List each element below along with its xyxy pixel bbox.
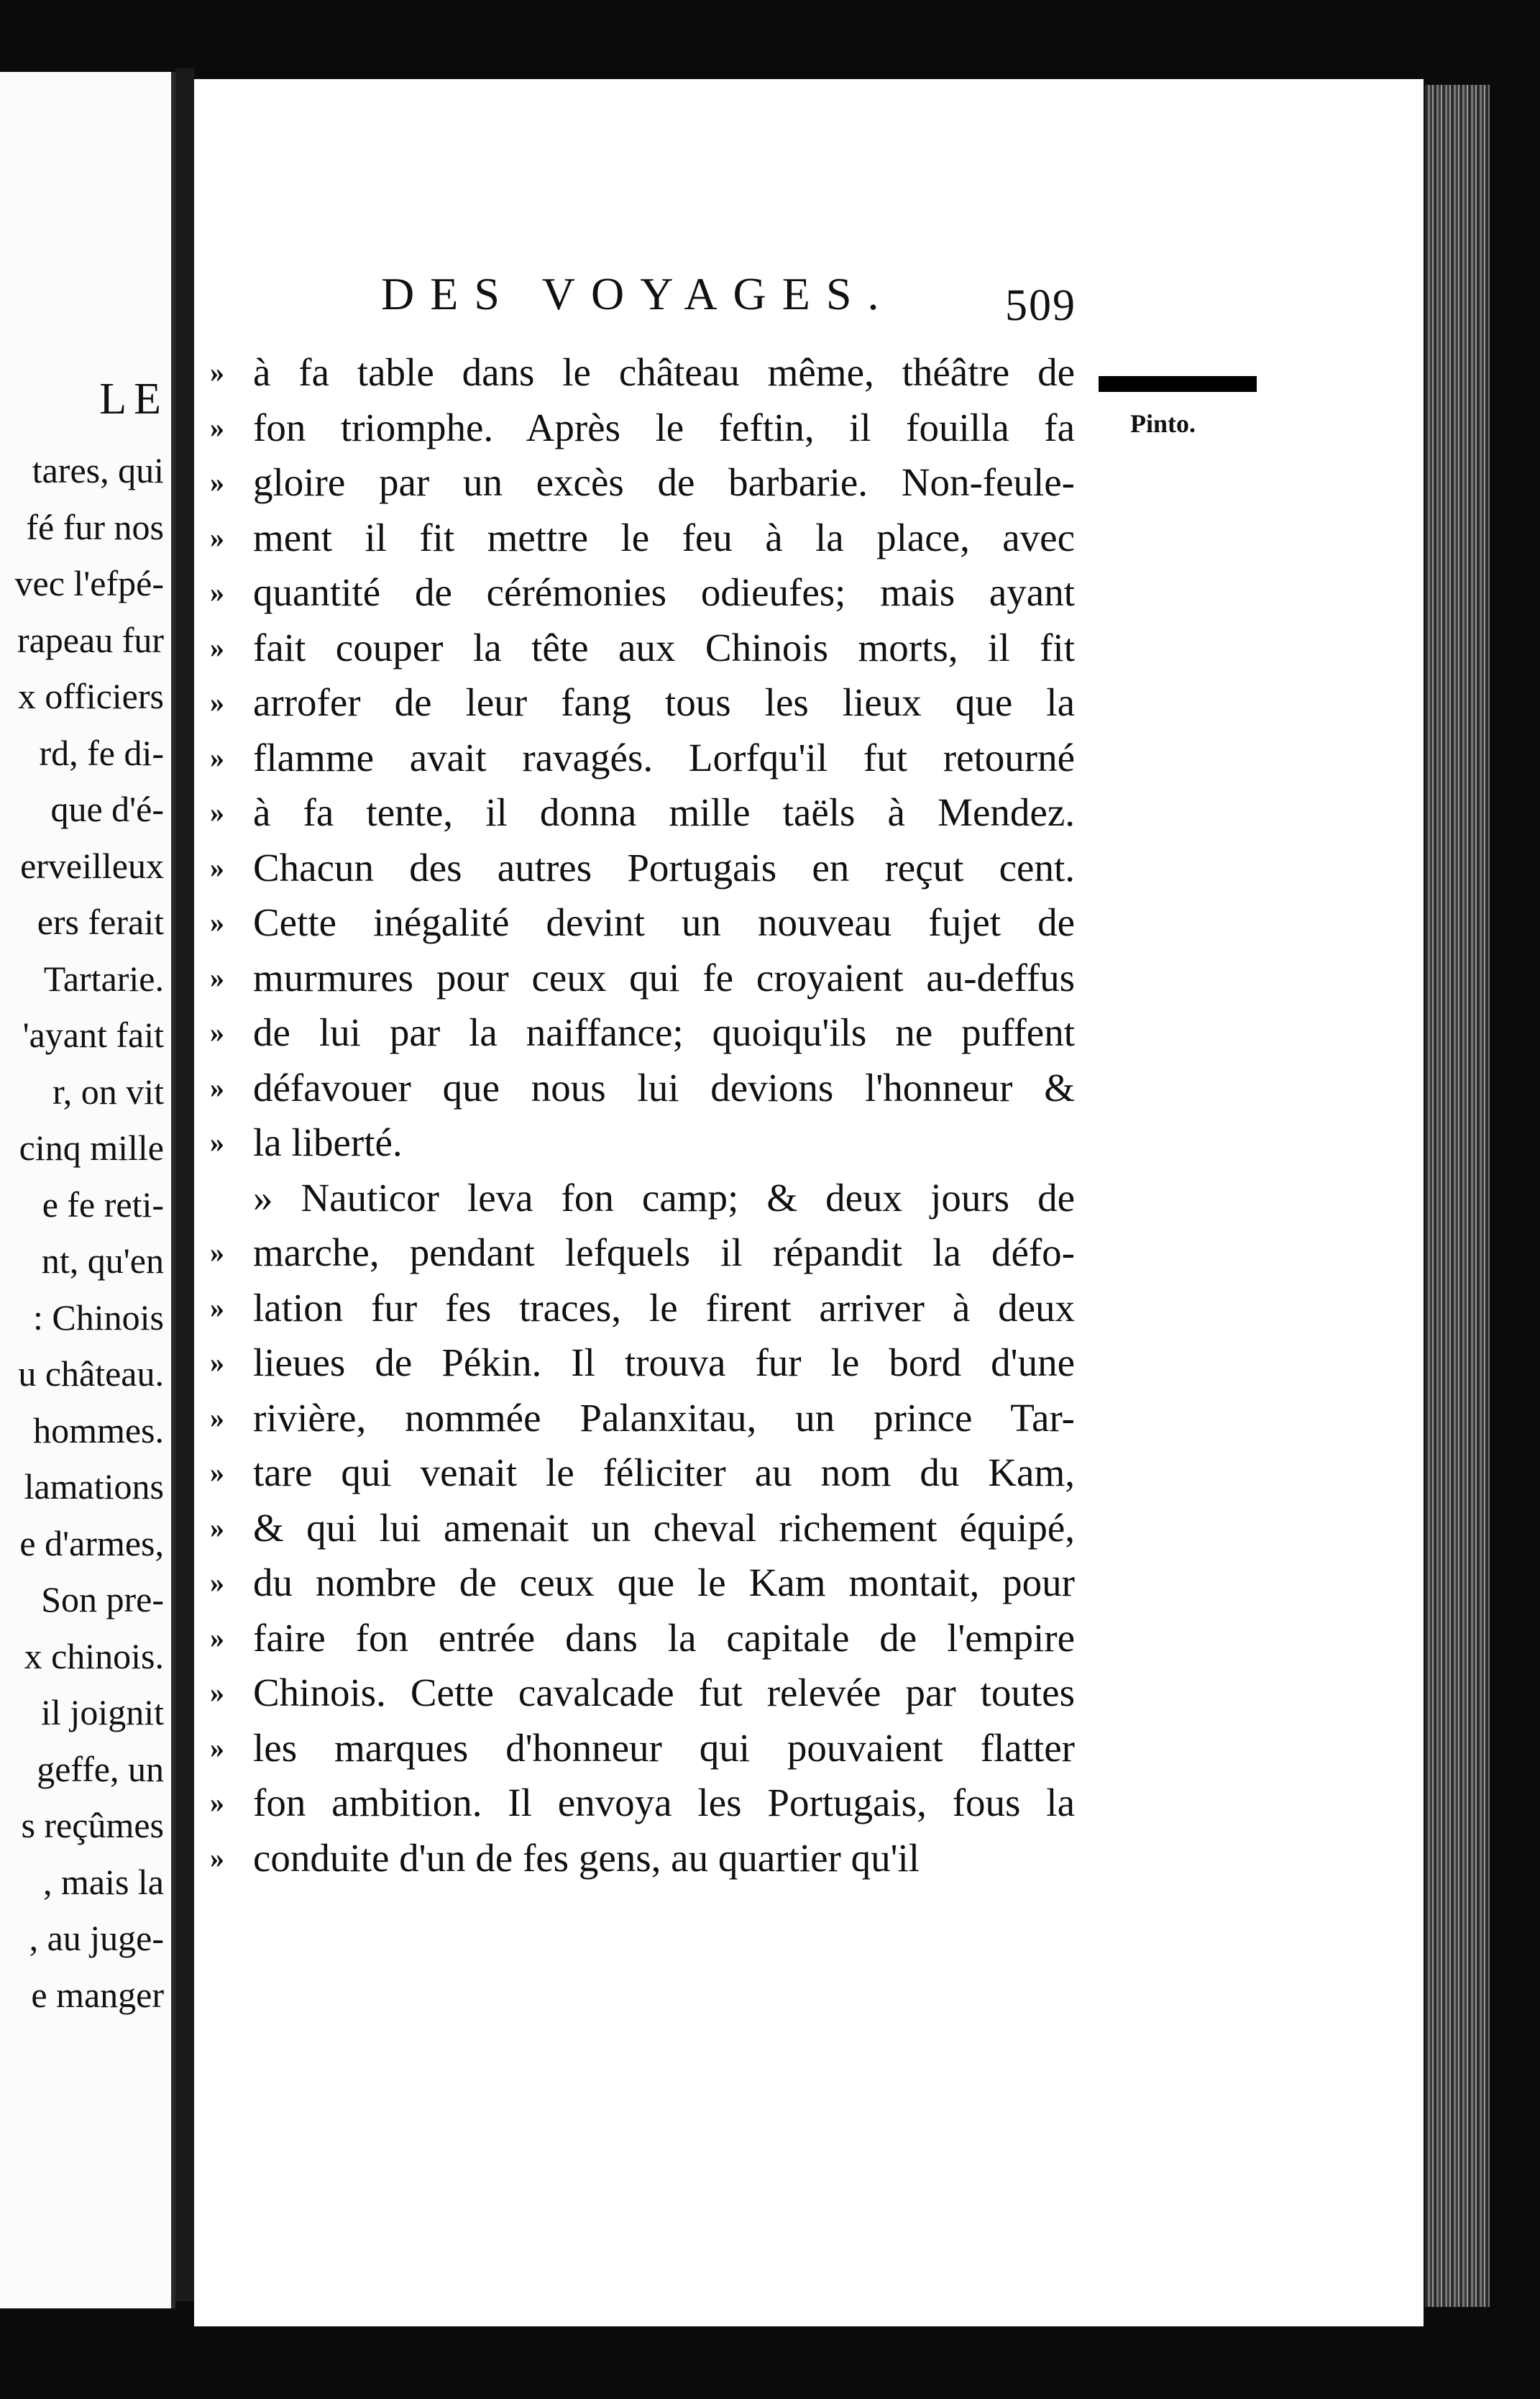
quote-mark: »	[210, 631, 224, 664]
quote-mark: »	[210, 576, 224, 608]
line-text: Chacun des autres Portugais en reçut cent.	[253, 845, 1075, 890]
quote-mark: »	[210, 1126, 224, 1159]
text-line	[201, 511, 1075, 566]
text-line	[201, 1611, 1075, 1666]
text-line	[201, 841, 1075, 896]
text-line	[201, 1061, 1075, 1116]
left-text-line: hommes.	[33, 1409, 164, 1450]
quote-mark: »	[210, 466, 224, 498]
text-line	[201, 345, 1075, 401]
left-text-line: : Chinois	[33, 1297, 164, 1338]
running-head: DES VOYAGES.	[381, 268, 895, 319]
book-gutter	[175, 68, 194, 2301]
left-text-line: il joignit	[41, 1692, 164, 1732]
line-text: gloire par un excès de barbarie. Non-feule-	[253, 460, 1075, 504]
text-line	[201, 401, 1075, 456]
left-text-line: r, on vit	[52, 1071, 164, 1112]
left-text-line: que d'é-	[50, 789, 164, 829]
text-line	[201, 1281, 1075, 1336]
quote-mark: »	[210, 686, 224, 718]
quote-mark: »	[210, 356, 224, 388]
quote-mark: »	[210, 1236, 224, 1269]
line-text: conduite d'un de fes gens, au quartier qu'il	[253, 1835, 920, 1880]
text-line	[201, 1555, 1075, 1611]
text-line	[201, 675, 1075, 731]
left-page-header: LE	[99, 375, 168, 424]
quote-mark: »	[210, 906, 224, 938]
quote-mark: »	[210, 1071, 224, 1104]
line-text: de lui par la naiffance; quoiqu'ils ne puffent	[253, 1010, 1075, 1054]
text-line	[201, 1391, 1075, 1446]
line-text: du nombre de ceux que le Kam montait, pour	[253, 1561, 1075, 1604]
left-text-line: e fe reti-	[42, 1184, 164, 1225]
quote-mark: »	[210, 961, 224, 994]
quote-mark: »	[210, 1016, 224, 1048]
left-text-line: rd, fe di-	[39, 732, 164, 773]
quote-mark: »	[210, 521, 224, 554]
line-text: ment il fit mettre le feu à la place, avec	[253, 515, 1075, 559]
quote-mark: »	[210, 1291, 224, 1324]
left-text-line: vec l'efpé-	[14, 563, 164, 603]
quote-mark: »	[210, 1676, 224, 1709]
text-line	[201, 1005, 1075, 1061]
quote-mark: »	[210, 1401, 224, 1434]
left-text-line: cinq mille	[19, 1128, 164, 1168]
line-text: rivière, nommée Palanxitau, un prince Tar-	[253, 1395, 1075, 1440]
left-text-line: tares, qui	[32, 450, 164, 490]
quote-mark: »	[210, 1566, 224, 1599]
line-text: & qui lui amenait un cheval richement équipé,	[253, 1505, 1075, 1550]
text-line	[201, 455, 1075, 511]
quote-mark: »	[210, 1456, 224, 1489]
line-text: Cette inégalité devint un nouveau fujet de	[253, 900, 1075, 944]
page-edge	[1425, 85, 1490, 2307]
line-text: murmures pour ceux qui fe croyaient au-deffus	[253, 955, 1075, 1000]
quote-mark: »	[210, 1346, 224, 1379]
line-text: flamme avait ravagés. Lorfqu'il fut retourné	[253, 735, 1075, 780]
text-line	[201, 785, 1075, 841]
quote-mark: »	[210, 741, 224, 774]
line-text: » Nauticor leva fon camp; & deux jours de	[253, 1175, 1075, 1220]
text-line	[201, 951, 1075, 1006]
text-line	[201, 1831, 1075, 1886]
left-text-line: e d'armes,	[19, 1522, 164, 1563]
margin-rule	[1099, 376, 1257, 392]
line-text: fon triomphe. Après le feftin, il fouilla fa	[253, 405, 1075, 449]
text-line	[201, 731, 1075, 786]
line-text: quantité de cérémonies odieufes; mais ayant	[253, 570, 1075, 614]
line-text: les marques d'honneur qui pouvaient flatter	[253, 1725, 1075, 1770]
text-line	[201, 1501, 1075, 1556]
text-line	[201, 1225, 1075, 1281]
left-text-line: , au juge-	[29, 1918, 164, 1958]
left-text-line: geffe, un	[37, 1748, 164, 1789]
left-text-line: Tartarie.	[43, 958, 164, 999]
quote-mark: »	[210, 796, 224, 828]
line-text: défavouer que nous lui devions l'honneur &	[253, 1065, 1075, 1110]
left-text-line: Son pre-	[41, 1579, 164, 1619]
left-text-line: lamations	[24, 1466, 164, 1507]
line-text: faire fon entrée dans la capitale de l'empire	[253, 1615, 1075, 1660]
text-line	[201, 1776, 1075, 1831]
line-text: la liberté.	[253, 1120, 403, 1164]
quote-mark: »	[210, 1621, 224, 1654]
left-text-line: 'ayant fait	[22, 1015, 164, 1055]
quote-mark: »	[210, 1786, 224, 1819]
left-text-line: rapeau fur	[17, 619, 164, 660]
left-page-text	[15, 442, 164, 2023]
line-text: à fa tente, il donna mille taëls à Mendez.	[253, 790, 1075, 834]
left-text-line: x officiers	[17, 676, 164, 716]
left-text-line: , mais la	[42, 1861, 164, 1902]
line-text: à fa table dans le château même, théâtre de	[253, 350, 1075, 394]
left-text-line: fé fur nos	[26, 506, 164, 547]
line-text: arrofer de leur fang tous les lieux que la	[253, 680, 1075, 724]
text-line	[201, 895, 1075, 951]
line-text: lation fur fes traces, le firent arriver à deux	[253, 1285, 1075, 1330]
text-line	[201, 1665, 1075, 1721]
quote-mark: »	[210, 1731, 224, 1764]
left-text-line: x chinois.	[24, 1635, 164, 1676]
left-text-line: u château.	[18, 1353, 164, 1394]
line-text: fait couper la tête aux Chinois morts, il fit	[253, 625, 1075, 670]
line-text: lieues de Pékin. Il trouva fur le bord d'une	[253, 1340, 1075, 1384]
left-text-line: e manger	[31, 1974, 164, 2015]
quote-mark: »	[210, 411, 224, 444]
line-text: Chinois. Cette cavalcade fut relevée par toutes	[253, 1671, 1075, 1714]
left-page	[0, 72, 175, 2308]
quote-mark: »	[210, 1841, 224, 1874]
text-line	[201, 1171, 1075, 1226]
text-line	[201, 565, 1075, 621]
body-text	[201, 345, 1075, 1886]
text-line	[201, 1115, 1075, 1171]
left-text-line: ers ferait	[37, 902, 164, 942]
left-text-line: erveilleux	[20, 845, 164, 886]
text-line	[201, 1721, 1075, 1776]
left-text-line: s reçûmes	[21, 1805, 164, 1845]
page-number: 509	[1005, 281, 1076, 330]
quote-mark: »	[210, 851, 224, 884]
text-line	[201, 621, 1075, 676]
line-text: marche, pendant lefquels il répandit la défo-	[253, 1230, 1075, 1274]
margin-note: Pinto.	[1130, 409, 1196, 438]
line-text: tare qui venait le féliciter au nom du Kam,	[253, 1450, 1075, 1494]
left-text-line: nt, qu'en	[41, 1240, 164, 1281]
line-text: fon ambition. Il envoya les Portugais, fous la	[253, 1781, 1075, 1824]
quote-mark: »	[210, 1511, 224, 1544]
text-line	[201, 1335, 1075, 1391]
text-line	[201, 1445, 1075, 1501]
